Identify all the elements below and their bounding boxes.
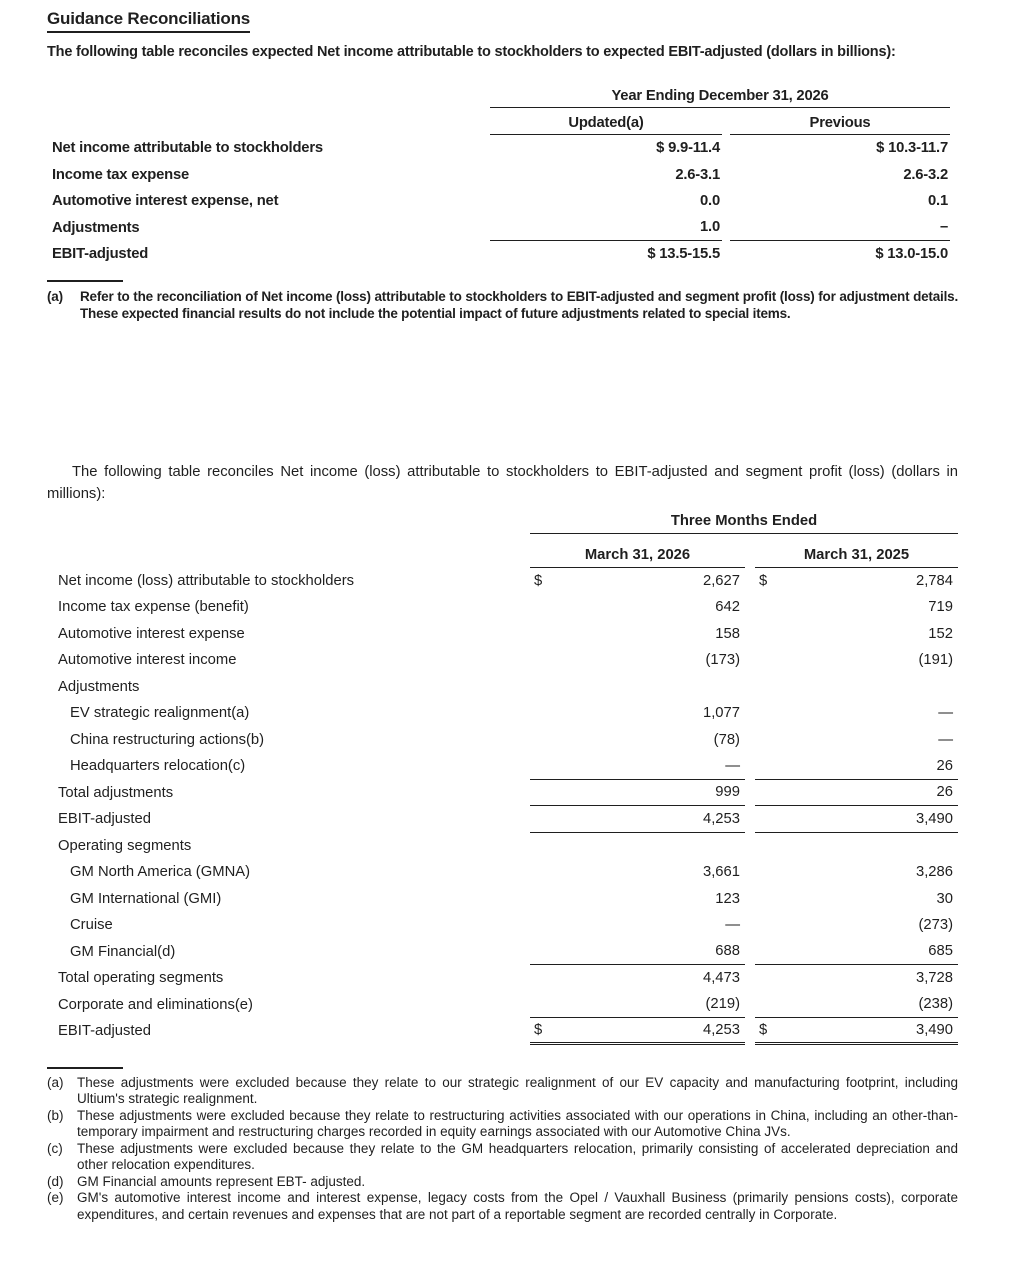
table-row: [47, 674, 958, 701]
reconciliation-table-header-row: [47, 534, 958, 568]
amount: —: [938, 731, 953, 748]
reconciliation-footnotes: [47, 1075, 958, 1224]
value-prior: [755, 806, 958, 833]
value-prior: [755, 727, 958, 754]
amount: (273): [918, 917, 953, 934]
row-label: Operating segments: [58, 837, 192, 854]
value-current: [530, 833, 745, 860]
value-current: [530, 912, 745, 939]
dollar-sign: $: [534, 572, 543, 589]
table-row: [47, 753, 958, 780]
footnote-marker: (a): [47, 288, 63, 304]
footnote-marker: (a): [47, 1074, 64, 1090]
period-header: Year Ending December 31, 2026: [490, 88, 950, 108]
amount: 688: [715, 943, 740, 960]
table-row: [47, 135, 958, 162]
row-label: Income tax expense: [52, 166, 190, 183]
value-prior: [755, 674, 958, 701]
row-label: Automotive interest expense: [58, 625, 245, 642]
row-label: EBIT-adjusted: [52, 246, 149, 263]
column-header-current: March 31, 2026: [530, 534, 745, 568]
dollar-sign: $: [759, 572, 768, 589]
value-current: [530, 674, 745, 701]
table-row: [47, 806, 958, 833]
value-previous: 0.1: [928, 193, 948, 210]
table-row: [47, 162, 958, 189]
row-label: Adjustments: [58, 678, 140, 695]
amount: 3,728: [915, 970, 953, 987]
table-row: [47, 965, 958, 992]
value-prior: [755, 753, 958, 780]
amount: 3,490: [915, 810, 953, 827]
value-current: [530, 859, 745, 886]
footnote-rule: [47, 280, 123, 282]
amount: 158: [715, 625, 740, 642]
value-current: [530, 939, 745, 966]
value-prior: [755, 647, 958, 674]
value-prior: [755, 965, 958, 992]
footnote-marker: (b): [47, 1107, 64, 1123]
period-header: Three Months Ended: [530, 513, 958, 534]
column-header-updated: Updated(a): [490, 108, 722, 135]
value-current: [530, 806, 745, 833]
amount: 2,627: [702, 572, 740, 589]
table-row: [47, 594, 958, 621]
amount: (173): [705, 652, 740, 669]
value-current: [530, 780, 745, 807]
value-updated: $ 13.5-15.5: [647, 246, 720, 263]
footnote-item: [47, 1190, 958, 1223]
table-row: [47, 1018, 958, 1045]
footnote-item: [47, 1174, 958, 1191]
table-row: [47, 939, 958, 966]
value-current: [530, 647, 745, 674]
amount: (191): [918, 652, 953, 669]
amount: (238): [918, 996, 953, 1013]
row-label: GM International (GMI): [70, 890, 222, 907]
value-prior: [755, 833, 958, 860]
footnote-item: [47, 1141, 958, 1174]
footnote-text: These adjustments were excluded because they relate to our strategic realignment of our EV capacity and manufacturing footprint, including Ultium's strategic realignment.: [77, 1074, 958, 1106]
table-row: [47, 241, 958, 268]
value-current: [530, 992, 745, 1019]
row-label: Adjustments: [52, 219, 140, 236]
footnote-text: Refer to the reconciliation of Net income (loss) attributable to stockholders to EBIT-adjusted and segment profit (loss) for adjustment details. These expected financial results do not include the potential impact of future adjustments related to special items.: [80, 288, 958, 321]
value-prior: [755, 992, 958, 1019]
table-row: [47, 188, 958, 215]
amount: 152: [928, 625, 953, 642]
value-current: [530, 727, 745, 754]
row-label: China restructuring actions(b): [70, 731, 265, 748]
guidance-table-period-row: [47, 88, 958, 108]
table-row: [47, 700, 958, 727]
reconciliation-table-period-row: [47, 513, 958, 534]
table-row: [47, 647, 958, 674]
row-label: GM North America (GMNA): [70, 864, 251, 881]
value-updated: 0.0: [700, 193, 720, 210]
row-label: Total operating segments: [58, 970, 224, 987]
row-label: Automotive interest income: [58, 652, 237, 669]
row-label: Cruise: [70, 917, 113, 934]
dollar-sign: $: [534, 1021, 543, 1038]
value-current: [530, 621, 745, 648]
guidance-table-header-row: [47, 108, 958, 135]
intro-paragraph-millions: The following table reconciles Net income (loss) attributable to stockholders to EBIT-adjusted and segment profit (loss) (dollars in millions):: [47, 463, 958, 502]
row-label: EBIT-adjusted: [58, 1023, 151, 1040]
footnote-item: [47, 1075, 958, 1108]
footnote-text: These adjustments were excluded because they relate to the GM headquarters relocation, primarily consisting of accelerated depreciation and other relocation expenditures.: [77, 1140, 958, 1172]
footnote-text: GM Financial amounts represent EBT- adjusted.: [77, 1173, 366, 1189]
row-label: Corporate and eliminations(e): [58, 996, 253, 1013]
value-prior: [755, 886, 958, 913]
dollar-sign: $: [759, 1021, 768, 1038]
intro-paragraph-billions: The following table reconciles expected Net income attributable to stockholders to expected EBIT-adjusted (dollars in billions):: [47, 44, 896, 60]
table-row: [47, 780, 958, 807]
value-current: [530, 965, 745, 992]
amount: —: [725, 757, 740, 774]
amount: 123: [715, 890, 740, 907]
column-header-previous: Previous: [730, 108, 950, 135]
value-prior: [755, 912, 958, 939]
row-label: EV strategic realignment(a): [70, 705, 250, 722]
table-row: [47, 621, 958, 648]
guidance-footnote: [47, 288, 958, 323]
amount: 719: [928, 599, 953, 616]
amount: 3,490: [915, 1021, 953, 1038]
amount: (78): [713, 731, 740, 748]
row-label: Headquarters relocation(c): [70, 758, 246, 775]
value-updated: $ 9.9-11.4: [656, 140, 720, 157]
footnote-item: [47, 1108, 958, 1141]
amount: 3,661: [702, 864, 740, 881]
value-current: [530, 1018, 745, 1045]
value-previous: 2.6-3.2: [903, 166, 948, 183]
value-prior: [755, 859, 958, 886]
amount: 685: [928, 943, 953, 960]
value-prior: [755, 568, 958, 595]
table-row: [47, 859, 958, 886]
table-row: [47, 568, 958, 595]
amount: —: [938, 705, 953, 722]
value-previous: $ 13.0-15.0: [875, 246, 948, 263]
guidance-section: [47, 8, 958, 323]
row-label: GM Financial(d): [70, 943, 176, 960]
page-title: Guidance Reconciliations: [47, 8, 250, 33]
amount: 4,253: [702, 810, 740, 827]
value-prior: [755, 594, 958, 621]
row-label: Automotive interest expense, net: [52, 193, 279, 210]
footnote-rule: [47, 1067, 123, 1069]
reconciliation-table: [47, 513, 958, 1045]
footnote-marker: (d): [47, 1173, 64, 1189]
row-label: Net income (loss) attributable to stockholders: [58, 572, 355, 589]
row-label: EBIT-adjusted: [58, 811, 151, 828]
footnote-text: GM's automotive interest income and interest expense, legacy costs from the Opel / Vauxhall Business (primarily pensions costs), corporate expenditures, and certain revenues and expenses that are not part of a reportable segment are recorded centrally in Corporate.: [77, 1190, 958, 1222]
amount: 2,784: [915, 572, 953, 589]
amount: 26: [936, 757, 953, 774]
value-previous: –: [730, 215, 950, 242]
row-label: Total adjustments: [58, 784, 174, 801]
value-current: [530, 700, 745, 727]
value-current: [530, 886, 745, 913]
value-updated: 2.6-3.1: [675, 166, 720, 183]
amount: 1,077: [702, 705, 740, 722]
value-prior: [755, 1018, 958, 1045]
table-row: [47, 833, 958, 860]
amount: 30: [936, 890, 953, 907]
value-prior: [755, 700, 958, 727]
guidance-table: [47, 88, 958, 268]
table-row: [47, 727, 958, 754]
amount: 4,473: [702, 970, 740, 987]
value-prior: [755, 621, 958, 648]
value-previous: $ 10.3-11.7: [876, 140, 948, 157]
amount: 3,286: [915, 864, 953, 881]
column-header-prior: March 31, 2025: [755, 534, 958, 568]
value-updated: 1.0: [490, 215, 722, 242]
footnote-marker: (c): [47, 1140, 63, 1156]
amount: (219): [705, 996, 740, 1013]
table-row: [47, 912, 958, 939]
footnote-text: These adjustments were excluded because they relate to restructuring activities associated with our operations in China, including an other-than-temporary impairment and restructuring charges recorded in equity earnings associated with our Automotive China JVs.: [77, 1107, 958, 1139]
value-current: [530, 568, 745, 595]
row-label: Income tax expense (benefit): [58, 599, 249, 616]
amount: 4,253: [702, 1021, 740, 1038]
amount: —: [725, 917, 740, 934]
table-row: [47, 886, 958, 913]
table-row: [47, 992, 958, 1019]
value-current: [530, 594, 745, 621]
footnote-marker: (e): [47, 1190, 64, 1205]
value-prior: [755, 939, 958, 966]
table-row: [47, 215, 958, 242]
row-label: Net income attributable to stockholders: [52, 140, 323, 157]
amount: 999: [715, 784, 740, 801]
value-prior: [755, 780, 958, 807]
value-current: [530, 753, 745, 780]
amount: 26: [936, 784, 953, 801]
amount: 642: [715, 599, 740, 616]
